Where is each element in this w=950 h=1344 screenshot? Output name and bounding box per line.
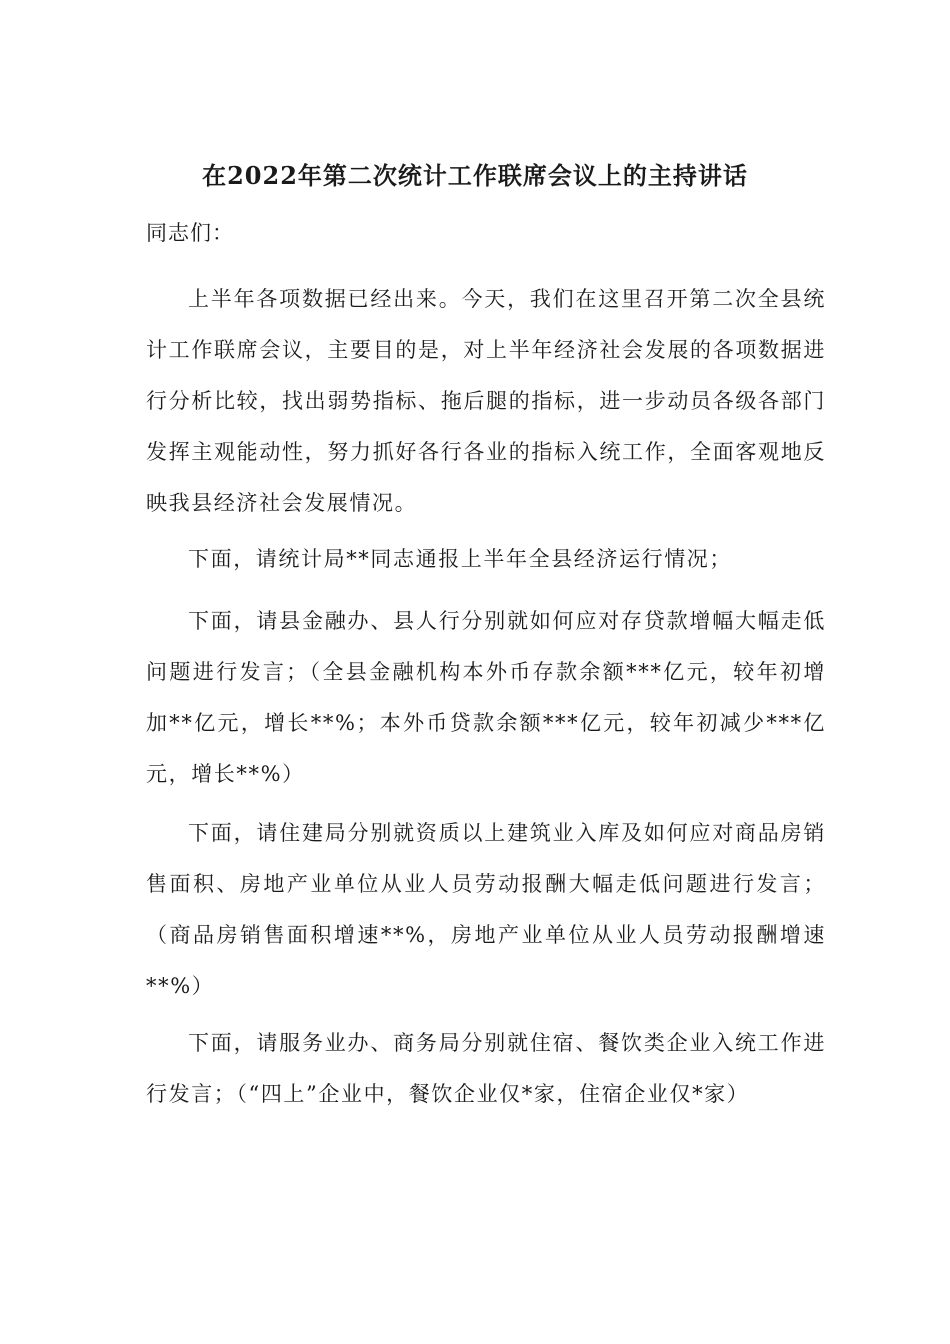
paragraph-housing: 下面，请住建局分别就资质以上建筑业入库及如何应对商品房销售面积、房地产业单位从业人员劳动报酬大幅走低问题进行发言；（商品房销售面积增速**%，房地产业单位从业人员劳动报酬增速**%） [146,821,826,998]
salutation: 同志们： [146,221,234,245]
document-title: 在2022年第二次统计工作联席会议上的主持讲话 [202,161,748,190]
paragraph-intro: 上半年各项数据已经出来。今天，我们在这里召开第二次全县统计工作联席会议，主要目的是，对上半年经济社会发展的各项数据进行分析比较，找出弱势指标、拖后腿的指标，进一步动员各级各部门发挥主观能动性，努力抓好各行各业的指标入统工作，全面客观地反映我县经济社会发展情况。 [146,287,826,515]
paragraph-finance: 下面，请县金融办、县人行分别就如何应对存贷款增幅大幅走低问题进行发言；（全县金融机构本外币存款余额***亿元，较年初增加**亿元，增长**%；本外币贷款余额***亿元，较年初减少***亿元，增长**%） [146,609,826,786]
paragraph-statistics-bureau: 下面，请统计局**同志通报上半年全县经济运行情况； [188,547,732,571]
paragraph-services: 下面，请服务业办、商务局分别就住宿、餐饮类企业入统工作进行发言；（“四上”企业中，餐饮企业仅*家，住宿企业仅*家） [146,1031,826,1106]
